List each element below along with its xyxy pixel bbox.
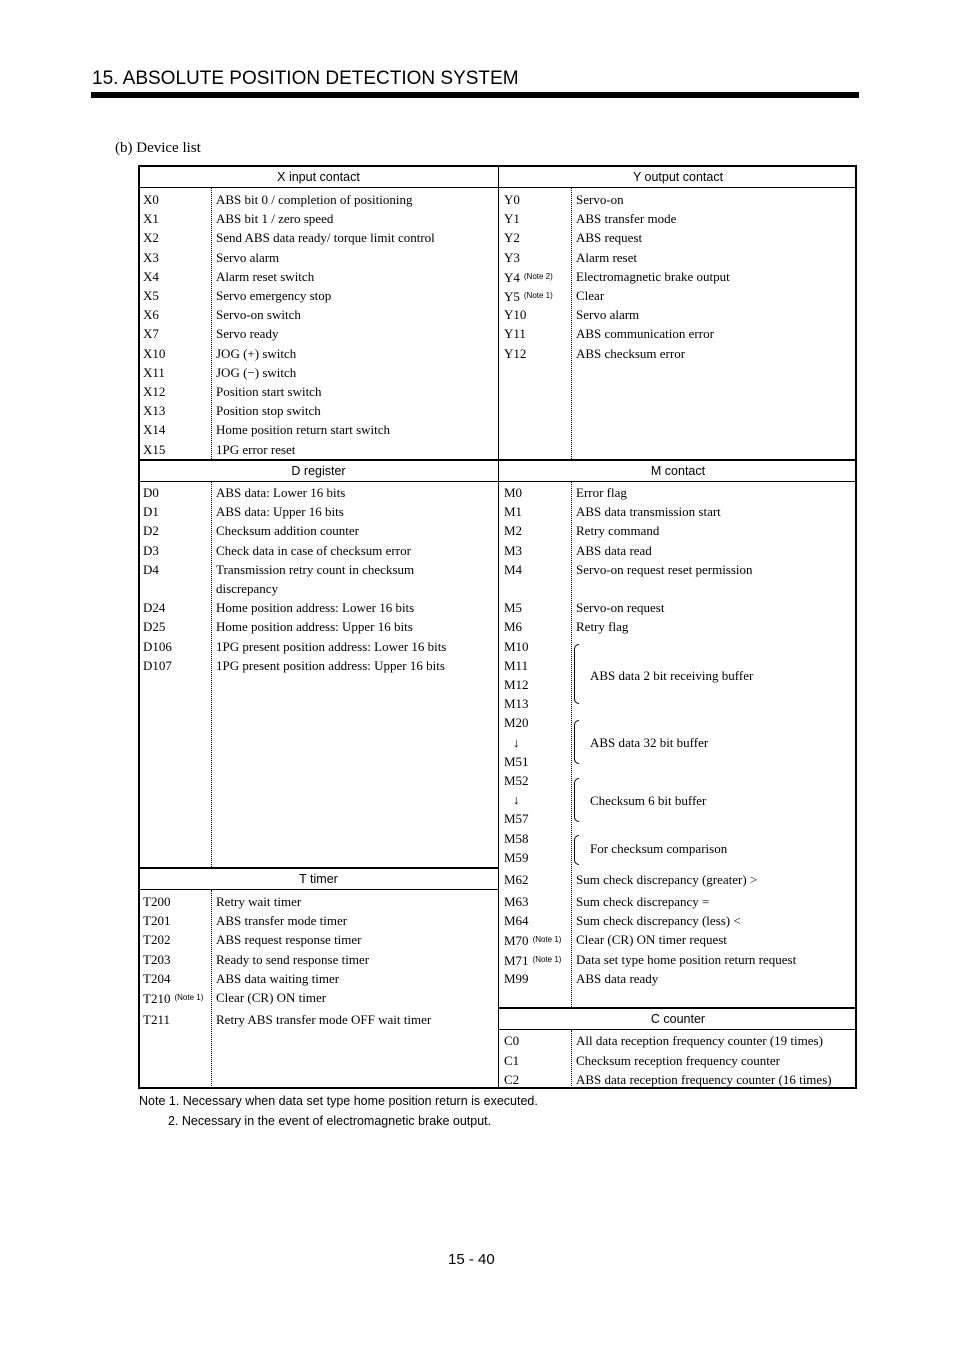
x-row-device-code: X14 bbox=[143, 422, 166, 437]
y-row-device bbox=[504, 250, 520, 266]
x-row-device-code: X4 bbox=[143, 269, 159, 284]
x-row-device-code: X2 bbox=[143, 230, 159, 245]
x-row-description: Position stop switch bbox=[216, 403, 321, 418]
group-label: ABS data 2 bit receiving buffer bbox=[590, 668, 754, 683]
x-row-description: Servo ready bbox=[216, 326, 279, 341]
m-row-device-code: M1 bbox=[504, 504, 523, 519]
d-row-device-code: D107 bbox=[143, 658, 172, 673]
m-row-device bbox=[504, 894, 529, 910]
y-row-device bbox=[504, 269, 553, 286]
m-row-description: Error flag bbox=[576, 485, 627, 500]
t-row-device bbox=[143, 971, 170, 987]
m-row-device-code: M2 bbox=[504, 523, 523, 538]
t-row-description: Ready to send response timer bbox=[216, 952, 370, 967]
c-row-description: Checksum reception frequency counter bbox=[576, 1053, 780, 1068]
m-row-device bbox=[504, 639, 529, 655]
d-row-device bbox=[143, 543, 159, 559]
d-row-description: Home position address: Lower 16 bits bbox=[216, 600, 415, 615]
x-input-header: X input contact bbox=[277, 170, 360, 184]
x-row-device bbox=[143, 269, 159, 285]
y-row-device-code: Y10 bbox=[504, 307, 527, 322]
d-row-device bbox=[143, 600, 165, 616]
m-row-device-code: M64 bbox=[504, 913, 529, 928]
m-row-device bbox=[513, 792, 520, 808]
group-brace bbox=[574, 778, 579, 822]
note-ref: (Note 1) bbox=[174, 993, 204, 1002]
d-row-device bbox=[143, 504, 159, 520]
t-row-device-code: T202 bbox=[143, 932, 171, 947]
x-row-device-code: X10 bbox=[143, 346, 166, 361]
m-row-device bbox=[504, 658, 528, 674]
y-row-device bbox=[504, 230, 520, 246]
m-row-device bbox=[504, 811, 529, 827]
x-row-device bbox=[143, 403, 165, 419]
m-row-description: ABS data transmission start bbox=[576, 504, 721, 519]
t-row-description: ABS transfer mode timer bbox=[216, 913, 348, 928]
t-row-device-code: T211 bbox=[143, 1012, 170, 1027]
x-row-device-code: X11 bbox=[143, 365, 165, 380]
page-header-title: 15. ABSOLUTE POSITION DETECTION SYSTEM bbox=[92, 68, 519, 89]
m-row-device bbox=[504, 913, 529, 929]
d-row-device bbox=[143, 562, 159, 578]
t-row-device-code: T203 bbox=[143, 952, 171, 967]
y-row-description: Servo-on bbox=[576, 192, 624, 207]
m-row-description: Sum check discrepancy (less) < bbox=[576, 913, 741, 928]
d-row-device-code: D24 bbox=[143, 600, 166, 615]
header-rule bbox=[91, 92, 859, 98]
group-brace bbox=[574, 835, 579, 865]
y-row-description: ABS communication error bbox=[576, 326, 714, 341]
x-row-device-code: X15 bbox=[143, 442, 166, 457]
x-row-device-code: X5 bbox=[143, 288, 159, 303]
y-row-device bbox=[504, 192, 520, 208]
c-row-device-code: C1 bbox=[504, 1053, 520, 1068]
m-row-device bbox=[504, 562, 522, 578]
x-row-device bbox=[143, 250, 159, 266]
note-ref: (Note 2) bbox=[523, 272, 553, 281]
m-row-device bbox=[504, 850, 529, 866]
x-row-device bbox=[143, 230, 159, 246]
group-brace bbox=[574, 644, 579, 704]
y-row-device bbox=[504, 211, 520, 227]
x-row-device bbox=[143, 422, 165, 438]
m-row-device bbox=[504, 831, 529, 847]
x-row-device bbox=[143, 442, 165, 458]
m-row-device bbox=[504, 754, 529, 770]
d-row-device-code: D3 bbox=[143, 543, 159, 558]
x-row-description: ABS bit 1 / zero speed bbox=[216, 211, 334, 226]
m-row-device-code: M20 bbox=[504, 715, 529, 730]
c-row-device bbox=[504, 1033, 519, 1049]
note-ref: (Note 1) bbox=[532, 935, 562, 944]
y-row-description: Electromagnetic brake output bbox=[576, 269, 730, 284]
m-row-description: Retry flag bbox=[576, 619, 629, 634]
x-row-device bbox=[143, 288, 159, 304]
m-row-device-code: M70 bbox=[504, 933, 529, 948]
header-divider-t bbox=[139, 889, 499, 890]
m-row-device-code: M71 bbox=[504, 953, 529, 968]
group-label: Checksum 6 bit buffer bbox=[590, 793, 707, 808]
x-row-device-code: X6 bbox=[143, 307, 159, 322]
d-row-description: discrepancy bbox=[216, 581, 279, 596]
m-row-description: Data set type home position return request bbox=[576, 952, 797, 967]
m-row-device bbox=[504, 932, 561, 949]
m-row-device bbox=[504, 523, 522, 539]
m-row-description: Sum check discrepancy = bbox=[576, 894, 710, 909]
y-output-header: Y output contact bbox=[632, 170, 724, 184]
y-row-device-code: Y3 bbox=[504, 250, 520, 265]
x-row-description: Home position return start switch bbox=[216, 422, 391, 437]
y-row-device bbox=[504, 288, 553, 305]
t-row-device-code: T200 bbox=[143, 894, 171, 909]
m-row-device bbox=[504, 773, 529, 789]
x-row-device bbox=[143, 346, 165, 362]
y-row-device-code: Y4 bbox=[504, 270, 520, 285]
x-row-description: Send ABS data ready/ torque limit control bbox=[216, 230, 435, 245]
m-row-device-code: M59 bbox=[504, 850, 529, 865]
y-row-device bbox=[504, 326, 526, 342]
m-row-device-code: M13 bbox=[504, 696, 529, 711]
m-row-device-code: M62 bbox=[504, 872, 529, 887]
group-label: ABS data 32 bit buffer bbox=[590, 735, 709, 750]
d-row-description: Transmission retry count in checksum bbox=[216, 562, 415, 577]
t-row-device-code: T210 bbox=[143, 991, 171, 1006]
y-row-device-code: Y12 bbox=[504, 346, 527, 361]
x-row-description: Servo-on switch bbox=[216, 307, 301, 322]
t-row-device-code: T204 bbox=[143, 971, 171, 986]
d-row-device bbox=[143, 523, 159, 539]
section-divider-xd bbox=[139, 459, 857, 461]
t-timer-header: T timer bbox=[299, 872, 338, 886]
c-counter-header: C counter bbox=[650, 1012, 706, 1026]
c-row-device bbox=[504, 1053, 519, 1069]
x-row-device bbox=[143, 307, 159, 323]
d-row-description: 1PG present position address: Upper 16 bits bbox=[216, 658, 445, 673]
y-row-device-code: Y1 bbox=[504, 211, 520, 226]
c-row-description: All data reception frequency counter (19 times) bbox=[576, 1033, 823, 1048]
group-brace bbox=[574, 720, 579, 764]
m-row-device bbox=[504, 485, 522, 501]
x-row-device-code: X12 bbox=[143, 384, 166, 399]
d-row-device bbox=[143, 639, 172, 655]
m-row-device bbox=[504, 677, 529, 693]
x-row-description: 1PG error reset bbox=[216, 442, 296, 457]
t-col-sep bbox=[211, 890, 212, 1088]
m-row-device-code: M3 bbox=[504, 543, 523, 558]
x-row-device bbox=[143, 211, 159, 227]
m-row-device-code: M99 bbox=[504, 971, 529, 986]
header-divider-top bbox=[139, 187, 857, 188]
m-row-device-code: M58 bbox=[504, 831, 529, 846]
m-row-device-code: M63 bbox=[504, 894, 529, 909]
x-row-description: JOG (+) switch bbox=[216, 346, 297, 361]
m-row-device-code: M6 bbox=[504, 619, 523, 634]
m-row-description: Servo-on request reset permission bbox=[576, 562, 753, 577]
d-row-device bbox=[143, 658, 172, 674]
d-row-device-code: D2 bbox=[143, 523, 159, 538]
y-row-device-code: Y2 bbox=[504, 230, 520, 245]
x-row-description: Servo emergency stop bbox=[216, 288, 332, 303]
d-row-device bbox=[143, 619, 165, 635]
t-row-device-code: T201 bbox=[143, 913, 171, 928]
header-divider-dm bbox=[139, 481, 857, 482]
y-row-description: Alarm reset bbox=[576, 250, 638, 265]
m-row-description: ABS data ready bbox=[576, 971, 659, 986]
m-row-device-code: M51 bbox=[504, 754, 529, 769]
c-row-device bbox=[504, 1072, 519, 1088]
y-row-description: ABS transfer mode bbox=[576, 211, 677, 226]
m-row-device-code: M52 bbox=[504, 773, 529, 788]
m-row-description: Retry command bbox=[576, 523, 660, 538]
t-row-device bbox=[143, 932, 170, 948]
t-row-description: Retry wait timer bbox=[216, 894, 302, 909]
y-row-description: Clear bbox=[576, 288, 605, 303]
m-row-device bbox=[504, 952, 561, 969]
m-row-device bbox=[504, 504, 522, 520]
d-row-description: ABS data: Lower 16 bits bbox=[216, 485, 346, 500]
m-row-device-code: M0 bbox=[504, 485, 523, 500]
m-row-device-code: M57 bbox=[504, 811, 529, 826]
c-row-device-code: C2 bbox=[504, 1072, 520, 1087]
t-row-device bbox=[143, 894, 170, 910]
page-number: 15 - 40 bbox=[448, 1251, 495, 1268]
c-row-device-code: C0 bbox=[504, 1033, 520, 1048]
x-row-device-code: X7 bbox=[143, 326, 159, 341]
note-ref: (Note 1) bbox=[523, 291, 553, 300]
m-row-device bbox=[504, 872, 529, 888]
d-col-sep bbox=[211, 482, 212, 867]
x-row-device bbox=[143, 365, 165, 381]
y-row-device-code: Y11 bbox=[504, 326, 526, 341]
m-row-device bbox=[504, 696, 529, 712]
x-row-device-code: X3 bbox=[143, 250, 159, 265]
m-row-device bbox=[504, 619, 522, 635]
d-row-description: Home position address: Upper 16 bits bbox=[216, 619, 413, 634]
m-row-device bbox=[504, 971, 529, 987]
t-row-device bbox=[143, 913, 170, 929]
x-row-device bbox=[143, 384, 165, 400]
d-row-device-code: D106 bbox=[143, 639, 172, 654]
m-row-device-code: M5 bbox=[504, 600, 523, 615]
m-row-device bbox=[504, 600, 522, 616]
m-row-description: Servo-on request bbox=[576, 600, 665, 615]
y-row-description: ABS checksum error bbox=[576, 346, 686, 361]
t-row-description: ABS request response timer bbox=[216, 932, 362, 947]
m-row-device-code: M12 bbox=[504, 677, 529, 692]
m-row-device-code: ↓ bbox=[513, 792, 520, 807]
c-row-description: ABS data reception frequency counter (16 times) bbox=[576, 1072, 832, 1087]
d-row-device-code: D1 bbox=[143, 504, 159, 519]
x-row-description: JOG (−) switch bbox=[216, 365, 297, 380]
y-row-device-code: Y0 bbox=[504, 192, 520, 207]
d-row-device-code: D4 bbox=[143, 562, 159, 577]
m-row-device-code: ↓ bbox=[513, 735, 520, 750]
note-1: Note 1. Necessary when data set type home position return is executed. bbox=[139, 1094, 538, 1108]
m-row-device bbox=[504, 543, 522, 559]
d-row-description: Checksum addition counter bbox=[216, 523, 359, 538]
t-row-device bbox=[143, 952, 170, 968]
section-divider-mc bbox=[499, 1007, 857, 1009]
note-ref: (Note 1) bbox=[532, 955, 562, 964]
m-row-device bbox=[504, 715, 529, 731]
d-row-device-code: D25 bbox=[143, 619, 166, 634]
m-row-description: Sum check discrepancy (greater) > bbox=[576, 872, 758, 887]
d-row-device bbox=[143, 485, 159, 501]
header-divider-c bbox=[499, 1029, 857, 1030]
x-row-device-code: X13 bbox=[143, 403, 166, 418]
m-row-description: Clear (CR) ON timer request bbox=[576, 932, 727, 947]
m-row-device-code: M11 bbox=[504, 658, 529, 673]
d-row-description: ABS data: Upper 16 bits bbox=[216, 504, 344, 519]
x-row-description: Alarm reset switch bbox=[216, 269, 315, 284]
m-col-sep bbox=[571, 482, 572, 1007]
d-register-header: D register bbox=[291, 464, 346, 478]
y-row-device-code: Y5 bbox=[504, 289, 520, 304]
t-row-description: ABS data waiting timer bbox=[216, 971, 340, 986]
d-row-description: 1PG present position address: Lower 16 bits bbox=[216, 639, 447, 654]
x-row-device bbox=[143, 326, 159, 342]
d-row-description: Check data in case of checksum error bbox=[216, 543, 411, 558]
m-row-description: ABS data read bbox=[576, 543, 652, 558]
y-row-description: Servo alarm bbox=[576, 307, 640, 322]
t-row-device bbox=[143, 990, 203, 1007]
d-row-device-code: D0 bbox=[143, 485, 159, 500]
c-col-sep bbox=[571, 1030, 572, 1088]
x-row-description: Servo alarm bbox=[216, 250, 280, 265]
section-subtitle: (b) Device list bbox=[115, 140, 201, 156]
t-row-description: Clear (CR) ON timer bbox=[216, 990, 327, 1005]
y-col-sep bbox=[571, 188, 572, 459]
x-row-description: ABS bit 0 / completion of positioning bbox=[216, 192, 413, 207]
t-row-description: Retry ABS transfer mode OFF wait timer bbox=[216, 1012, 432, 1027]
x-col-sep bbox=[211, 188, 212, 459]
m-contact-header: M contact bbox=[650, 464, 706, 478]
m-row-device bbox=[513, 735, 520, 751]
note-2: 2. Necessary in the event of electromagnetic brake output. bbox=[168, 1114, 492, 1128]
m-row-device-code: M10 bbox=[504, 639, 529, 654]
x-row-description: Position start switch bbox=[216, 384, 322, 399]
x-row-device-code: X1 bbox=[143, 211, 159, 226]
group-label: For checksum comparison bbox=[590, 841, 728, 856]
center-divider bbox=[498, 166, 499, 1088]
y-row-device bbox=[504, 307, 526, 323]
x-row-device bbox=[143, 192, 159, 208]
x-row-device-code: X0 bbox=[143, 192, 159, 207]
m-row-device-code: M4 bbox=[504, 562, 523, 577]
section-divider-dt bbox=[139, 867, 499, 869]
y-row-device bbox=[504, 346, 526, 362]
t-row-device bbox=[143, 1012, 170, 1028]
y-row-description: ABS request bbox=[576, 230, 643, 245]
